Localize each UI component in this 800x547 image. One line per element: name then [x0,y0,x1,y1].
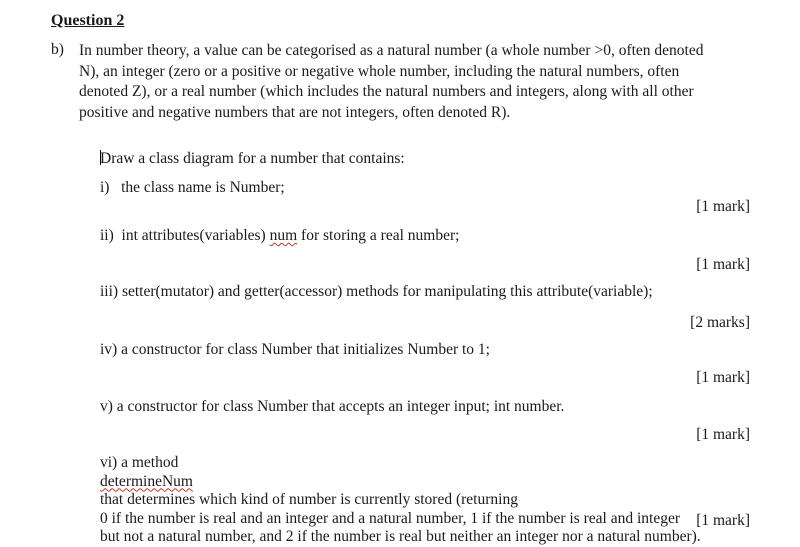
instruction-text: Draw a class diagram for a number that contains: [100,150,405,167]
item-text: that determines which kind of number is currently stored (returning [100,491,518,508]
item-text: int attributes(variables) [121,227,270,244]
item-text: the class name is Number; [121,179,285,196]
intro-paragraph [79,41,759,123]
intro-line: positive and negative numbers that are not integers, often denoted R). [79,103,511,121]
item-ii [100,227,459,245]
item-label: i) [100,179,110,196]
mark-item-iv: [1 mark] [696,369,750,386]
item-i [100,179,285,197]
mark-item-v: [1 mark] [696,426,750,443]
item-vi [100,454,760,547]
intro-line: denoted Z), or a real number (which includes the natural numbers and integers, along with all other [79,83,694,100]
item-iii: iii) setter(mutator) and getter(accessor) methods for manipulating this attribute(variable); [100,283,653,300]
item-vi-line2: 0 if the number is real and an integer and a natural number, 1 if the number is real and integer [100,509,680,527]
instruction-line [100,150,405,168]
item-text: for storing a real number; [297,227,460,244]
item-iv: iv) a constructor for class Number that initializes Number to 1; [100,341,490,358]
question-title: Question 2 [51,12,125,29]
item-text: vi) a method [100,454,179,471]
mark-item-vi: [1 mark] [696,512,750,529]
spellcheck-flagged-word: determineNum [100,472,193,490]
mark-item-i: [1 mark] [696,198,750,215]
item-vi-line1 [100,454,760,510]
item-v: v) a constructor for class Number that accepts an integer input; int number. [100,398,565,415]
mark-item-ii: [1 mark] [696,256,750,273]
part-label: b) [51,41,64,58]
intro-line: In number theory, a value can be categorised as a natural number (a whole number >0, often denoted [79,42,704,59]
mark-item-iii: [2 marks] [690,314,750,331]
spellcheck-flagged-word: num [269,227,298,244]
item-label: ii) [100,227,114,244]
item-vi-line3: but not a natural number, and 2 if the number is real but neither an integer nor a natural number). [100,528,701,545]
intro-line: N), an integer (zero or a positive or negative whole number, including the natural numbers, often [79,62,680,80]
